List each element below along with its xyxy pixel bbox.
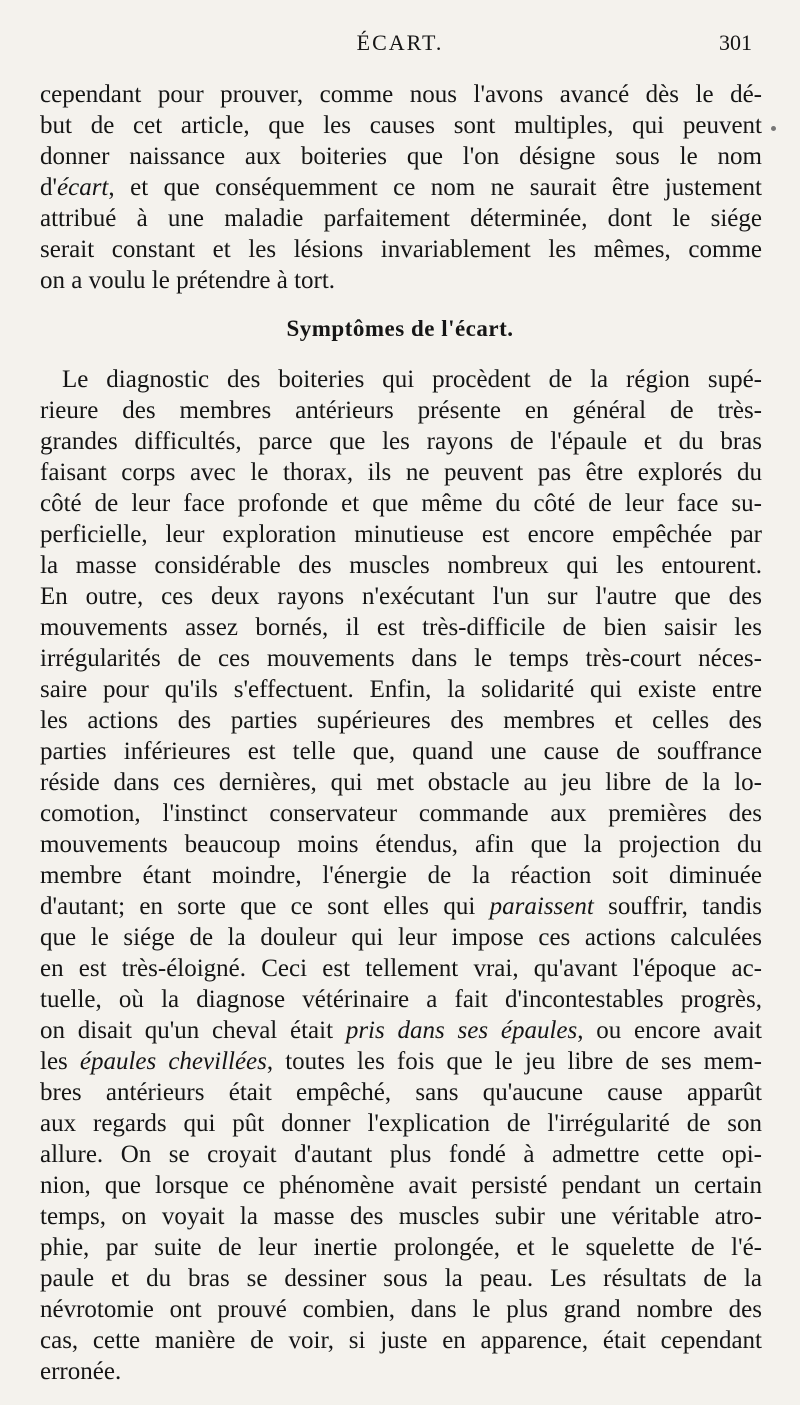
- text-line: Le diagnostic des boiteries qui procèdent de la région supé-: [62, 366, 762, 393]
- text-line: temps, on voyait la masse des muscles subir une véritable atro-: [40, 1203, 762, 1230]
- text-line: saire pour qu'ils s'effectuent. Enfin, la solidarité qui existe entre: [40, 676, 762, 703]
- italic-term: écart: [57, 174, 109, 201]
- running-title: ÉCART.: [356, 30, 444, 55]
- text-line: tuelle, où la diagnose vétérinaire a fait d'incontestables progrès,: [40, 986, 762, 1013]
- text-line: but de cet article, que les causes sont multiples, qui peuvent: [40, 112, 762, 139]
- text-line: côté de leur face profonde et que même du côté de leur face su-: [40, 490, 762, 517]
- text-line: nion, que lorsque ce phénomène avait persisté pendant un certain: [40, 1172, 762, 1199]
- text-line: cependant pour prouver, comme nous l'avons avancé dès le dé-: [40, 81, 762, 108]
- text-line: parties inférieures est telle que, quand une cause de souffrance: [40, 738, 762, 765]
- text-line: les épaules chevillées, toutes les fois que le jeu libre de ses mem-: [40, 1048, 762, 1075]
- text-line: serait constant et les lésions invariablement les mêmes, comme: [40, 236, 762, 263]
- text-line: on a voulu le prétendre à tort.: [40, 267, 336, 294]
- italic-term: paraissent: [489, 893, 594, 920]
- text-line: que le siége de la douleur qui leur impose ces actions calculées: [40, 924, 762, 951]
- text-line: aux regards qui pût donner l'explication de l'irrégularité de son: [40, 1110, 762, 1137]
- text-line: allure. On se croyait d'autant plus fondé à admettre cette opi-: [40, 1141, 762, 1168]
- italic-term: pris dans ses épaules: [345, 1017, 578, 1044]
- text-line: d'autant; en sorte que ce sont elles qui paraissent souffrir, tandis: [40, 893, 762, 920]
- scan-speck: [771, 126, 776, 131]
- text-line: en est très-éloigné. Ceci est tellement vrai, qu'avant l'époque ac-: [40, 955, 762, 982]
- text-line: phie, par suite de leur inertie prolongée, et le squelette de l'é-: [40, 1234, 762, 1261]
- text-line: irrégularités de ces mouvements dans le temps très-court néces-: [40, 645, 762, 672]
- text-line: perficielle, leur exploration minutieuse est encore empêchée par: [40, 521, 762, 548]
- text-line: on disait qu'un cheval était pris dans ses épaules, ou encore avait: [40, 1017, 762, 1044]
- text-line: d'écart, et que conséquemment ce nom ne saurait être justement: [40, 174, 762, 201]
- text-line: les actions des parties supérieures des membres et celles des: [40, 707, 762, 734]
- section-heading: Symptômes de l'écart.: [286, 316, 514, 341]
- text-line: la masse considérable des muscles nombreux qui les entourent.: [40, 552, 762, 579]
- text-line: faisant corps avec le thorax, ils ne peuvent pas être explorés du: [40, 459, 762, 486]
- page-number: 301: [719, 30, 752, 55]
- text-line: membre étant moindre, l'énergie de la réaction soit diminuée: [40, 862, 762, 889]
- text-line: En outre, ces deux rayons n'exécutant l'un sur l'autre que des: [40, 583, 762, 610]
- text-line: mouvements assez bornés, il est très-difficile de bien saisir les: [40, 614, 762, 641]
- text-line: comotion, l'instinct conservateur commande aux premières des: [40, 800, 762, 827]
- italic-term: épaules chevillées: [79, 1048, 267, 1075]
- text-line: paule et du bras se dessiner sous la peau. Les résultats de la: [40, 1265, 762, 1292]
- text-line: réside dans ces dernières, qui met obstacle au jeu libre de la lo-: [40, 769, 762, 796]
- text-line: mouvements beaucoup moins étendus, afin que la projection du: [40, 831, 762, 858]
- text-line: grandes difficultés, parce que les rayons de l'épaule et du bras: [40, 428, 762, 455]
- text-line: névrotomie ont prouvé combien, dans le plus grand nombre des: [40, 1296, 762, 1323]
- text-line: donner naissance aux boiteries que l'on désigne sous le nom: [40, 143, 762, 170]
- running-head: [0, 30, 800, 60]
- text-line: bres antérieurs était empêché, sans qu'aucune cause apparût: [40, 1079, 762, 1106]
- text-line: attribué à une maladie parfaitement déterminée, dont le siége: [40, 205, 762, 232]
- text-line: rieure des membres antérieurs présente en général de très-: [40, 397, 762, 424]
- text-line: cas, cette manière de voir, si juste en apparence, était cependant: [40, 1327, 762, 1354]
- text-line: erronée.: [40, 1358, 122, 1385]
